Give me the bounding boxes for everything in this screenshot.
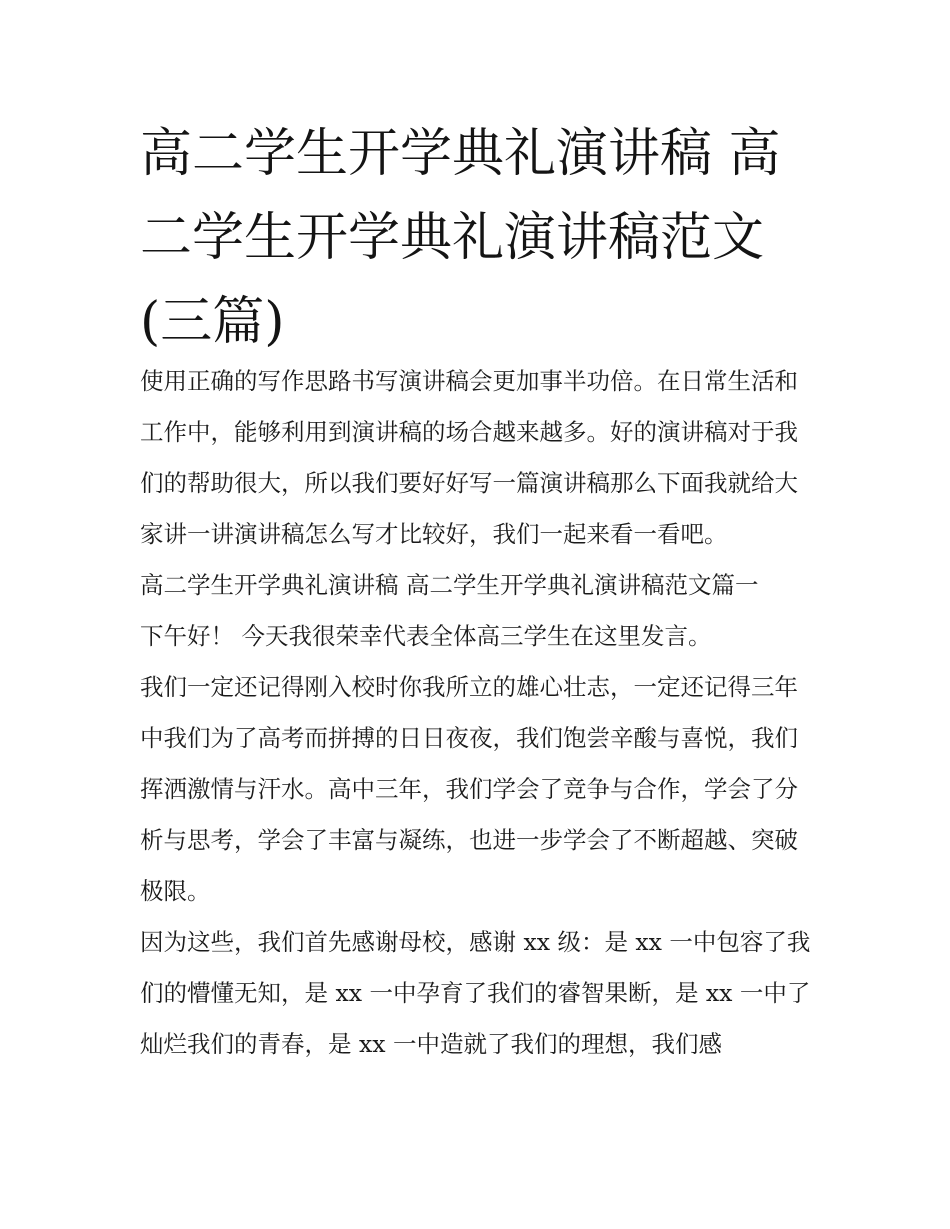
paragraph-greeting: 下午好！ 今天我很荣幸代表全体高三学生在这里发言。 [140,622,712,650]
document-body [140,356,820,1070]
paragraph-heading-part-one: 高二学生开学典礼演讲稿 高二学生开学典礼演讲稿范文篇一 [140,571,759,599]
paragraph-intro: 使用正确的写作思路书写演讲稿会更加事半功倍。在日常生活和工作中，能够利用到演讲稿的场合越来越多。好的演讲稿对于我们的帮助很大，所以我们要好好写一篇演讲稿那么下面我就给大家讲一讲演讲稿怎么写才比较好，我们一起来看一看吧。 [140,367,798,548]
paragraph-memories: 我们一定还记得刚入校时你我所立的雄心壮志，一定还记得三年中我们为了高考而拼搏的日日夜夜，我们饱尝辛酸与喜悦，我们挥洒激情与汗水。高中三年，我们学会了竞争与合作，学会了分析与思考，学会了丰富与凝练，也进一步学会了不断超越、突破极限。 [140,673,798,905]
document-title: 高二学生开学典礼演讲稿 高二学生开学典礼演讲稿范文(三篇) [140,124,781,352]
paragraph-gratitude: 因为这些，我们首先感谢母校，感谢 xx 级：是 xx 一中包容了我们的懵懂无知，是 xx 一中孕育了我们的睿智果断，是 xx 一中了灿烂我们的青春，是 xx 一中造就了我们的理想，我们感 [140,928,811,1058]
